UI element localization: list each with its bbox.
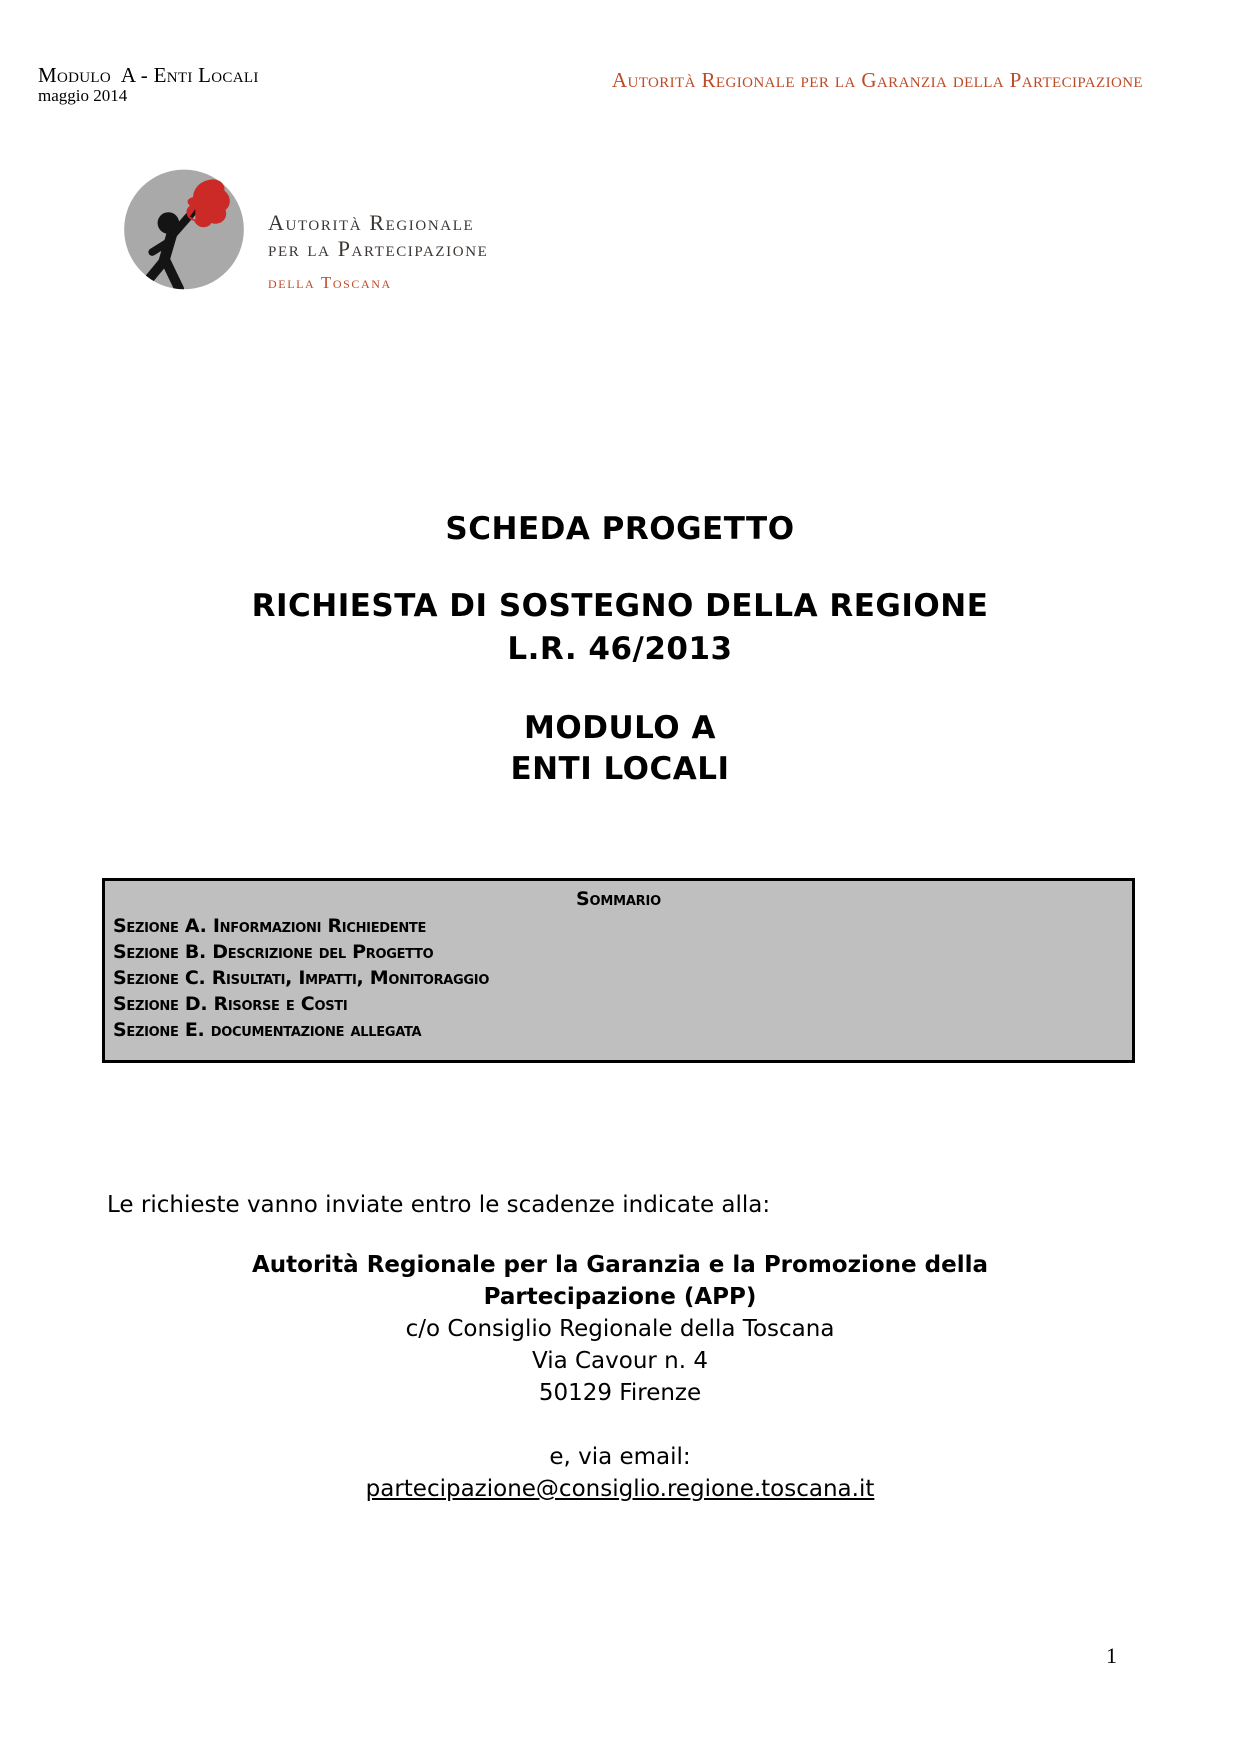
- recipient-name-line2: Partecipazione (APP): [483, 1284, 757, 1310]
- sommario-item-d: Sezione D. Risorse e Costi: [113, 993, 348, 1015]
- doc-title: SCHEDA PROGETTO: [445, 511, 795, 547]
- sommario-item-b: Sezione B. Descrizione del Progetto: [113, 941, 434, 963]
- header-left: [38, 64, 259, 106]
- doc-subtitle-line2: L.R. 46/2013: [507, 631, 733, 667]
- email-link[interactable]: partecipazione@consiglio.regione.toscana.it: [365, 1476, 875, 1502]
- doc-module-line1: MODULO A: [524, 710, 716, 746]
- page-number: 1: [1106, 1643, 1117, 1668]
- authority-logo: [124, 168, 488, 293]
- address-line3: 50129 Firenze: [538, 1380, 702, 1406]
- sommario-header: Sommario: [576, 888, 661, 910]
- sommario-box: [102, 878, 1135, 1063]
- sommario-items: [113, 913, 1132, 1043]
- participation-person-flag-icon: [124, 168, 244, 292]
- header-module-label: Modulo A - Enti Locali: [38, 63, 259, 87]
- email-label: e, via email:: [549, 1444, 691, 1470]
- sommario-item-a: Sezione A. Informazioni Richiedente: [113, 915, 427, 937]
- person-head: [158, 212, 180, 234]
- logo-org-line3: della Toscana: [268, 273, 392, 292]
- sommario-item-e: Sezione E. documentazione allegata: [113, 1019, 422, 1041]
- submission-intro: Le richieste vanno inviate entro le scadenze indicate alla:: [107, 1192, 771, 1218]
- logo-org-line1: Autorità Regionale: [268, 210, 475, 235]
- recipient-name-line1: Autorità Regionale per la Garanzia e la Promozione della: [251, 1252, 988, 1278]
- sommario-item-c: Sezione C. Risultati, Impatti, Monitoraggio: [113, 967, 490, 989]
- header-authority-title: Autorità Regionale per la Garanzia della Partecipazione: [611, 68, 1143, 92]
- submission-address-block: [102, 1249, 1138, 1505]
- doc-module-line2: ENTI LOCALI: [510, 751, 730, 787]
- doc-module-title: [102, 708, 1138, 790]
- logo-org-line2: per la Partecipazione: [268, 236, 489, 261]
- address-line2: Via Cavour n. 4: [531, 1348, 709, 1374]
- logo-circle: [124, 170, 244, 290]
- address-line1: c/o Consiglio Regionale della Toscana: [405, 1316, 835, 1342]
- doc-subtitle: [102, 585, 1138, 671]
- doc-subtitle-line1: RICHIESTA DI SOSTEGNO DELLA REGIONE: [251, 588, 989, 624]
- logo-text: [268, 210, 488, 293]
- header-date: maggio 2014: [38, 86, 128, 105]
